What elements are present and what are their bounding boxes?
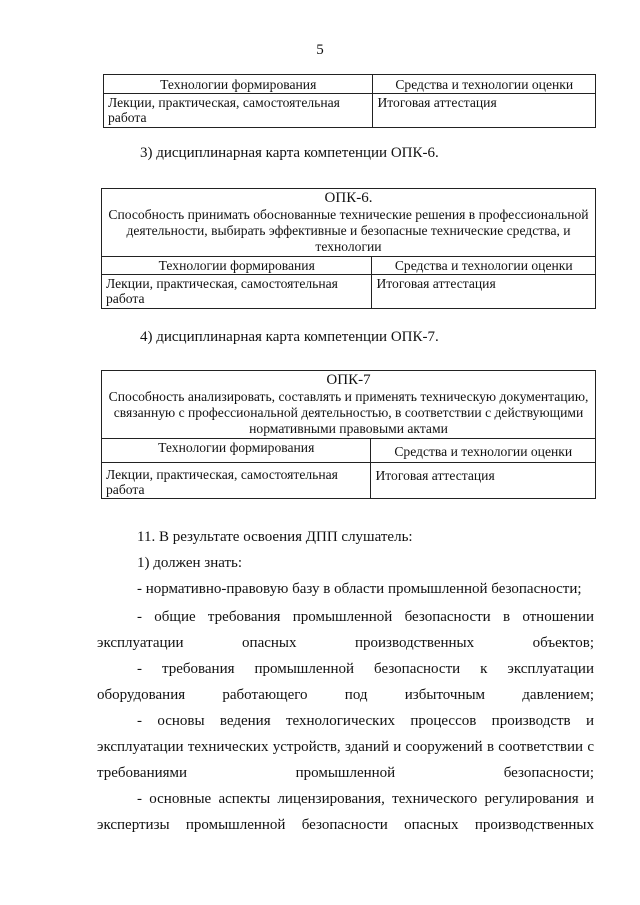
caption-opk7: 4) дисциплинарная карта компетенции ОПК-7. — [140, 329, 439, 345]
cell-technologies-value: Лекции, практическая, самостоятельная работа — [102, 463, 371, 499]
competency-code: ОПК-7 — [326, 372, 371, 388]
table-row — [102, 463, 596, 499]
cell-assessment-value: Итоговая аттестация — [371, 463, 596, 499]
header-cell-technologies: Технологии формирования — [102, 439, 371, 463]
list-item: - общие требования промышленной безопасности в отношении эксплуатации опасных производственных объектов; — [97, 609, 594, 651]
competency-title-row — [102, 189, 596, 257]
page-number: 5 — [316, 42, 324, 58]
list-item: - нормативно-правовую базу в области промышленной безопасности; — [137, 581, 582, 597]
list-item: - основные аспекты лицензирования, технического регулирования и экспертизы промышленной безопасности опасных производственных — [97, 791, 594, 833]
caption-opk6: 3) дисциплинарная карта компетенции ОПК-6. — [140, 145, 439, 161]
competency-table-opk6 — [101, 188, 596, 309]
cell-assessment-value: Итоговая аттестация — [373, 94, 596, 128]
cell-technologies-value: Лекции, практическая, самостоятельная работа — [102, 275, 372, 309]
header-cell-assessment: Средства и технологии оценки — [373, 75, 596, 94]
competency-table-continued — [103, 74, 596, 128]
header-cell-assessment: Средства и технологии оценки — [371, 439, 596, 463]
table-row — [104, 94, 596, 128]
header-cell-technologies: Технологии формирования — [104, 75, 373, 94]
section-heading: 11. В результате освоения ДПП слушатель: — [137, 529, 413, 545]
competency-cell — [102, 189, 596, 257]
must-know-heading: 1) должен знать: — [137, 555, 243, 571]
cell-assessment-value: Итоговая аттестация — [372, 275, 596, 309]
list-item: - основы ведения технологических процессов производств и эксплуатации технических устройств, зданий и сооружений в соответствии с требованиями промышленной безопасности; — [97, 713, 594, 781]
competency-title-row — [102, 371, 596, 439]
header-cell-assessment: Средства и технологии оценки — [372, 257, 596, 275]
competency-description: Способность анализировать, составлять и применять техническую документацию, связанную с профессиональной деятельностью, в соответствии с действующими нормативными правовыми актами — [108, 389, 589, 436]
table-header-row — [102, 439, 596, 463]
competency-cell — [102, 371, 596, 439]
header-cell-technologies: Технологии формирования — [102, 257, 372, 275]
table-header-row — [102, 257, 596, 275]
cell-technologies-value: Лекции, практическая, самостоятельная работа — [104, 94, 373, 128]
competency-description: Способность принимать обоснованные технические решения в профессиональной деятельности, выбирать эффективные и безопасные технические средства, и технологии — [108, 207, 589, 254]
table-row — [102, 275, 596, 309]
list-item: - требования промышленной безопасности к эксплуатации оборудования работающего под избыточным давлением; — [97, 661, 594, 703]
competency-code: ОПК-6. — [324, 190, 373, 206]
competency-table-opk7 — [101, 370, 596, 499]
table-header-row — [104, 75, 596, 94]
